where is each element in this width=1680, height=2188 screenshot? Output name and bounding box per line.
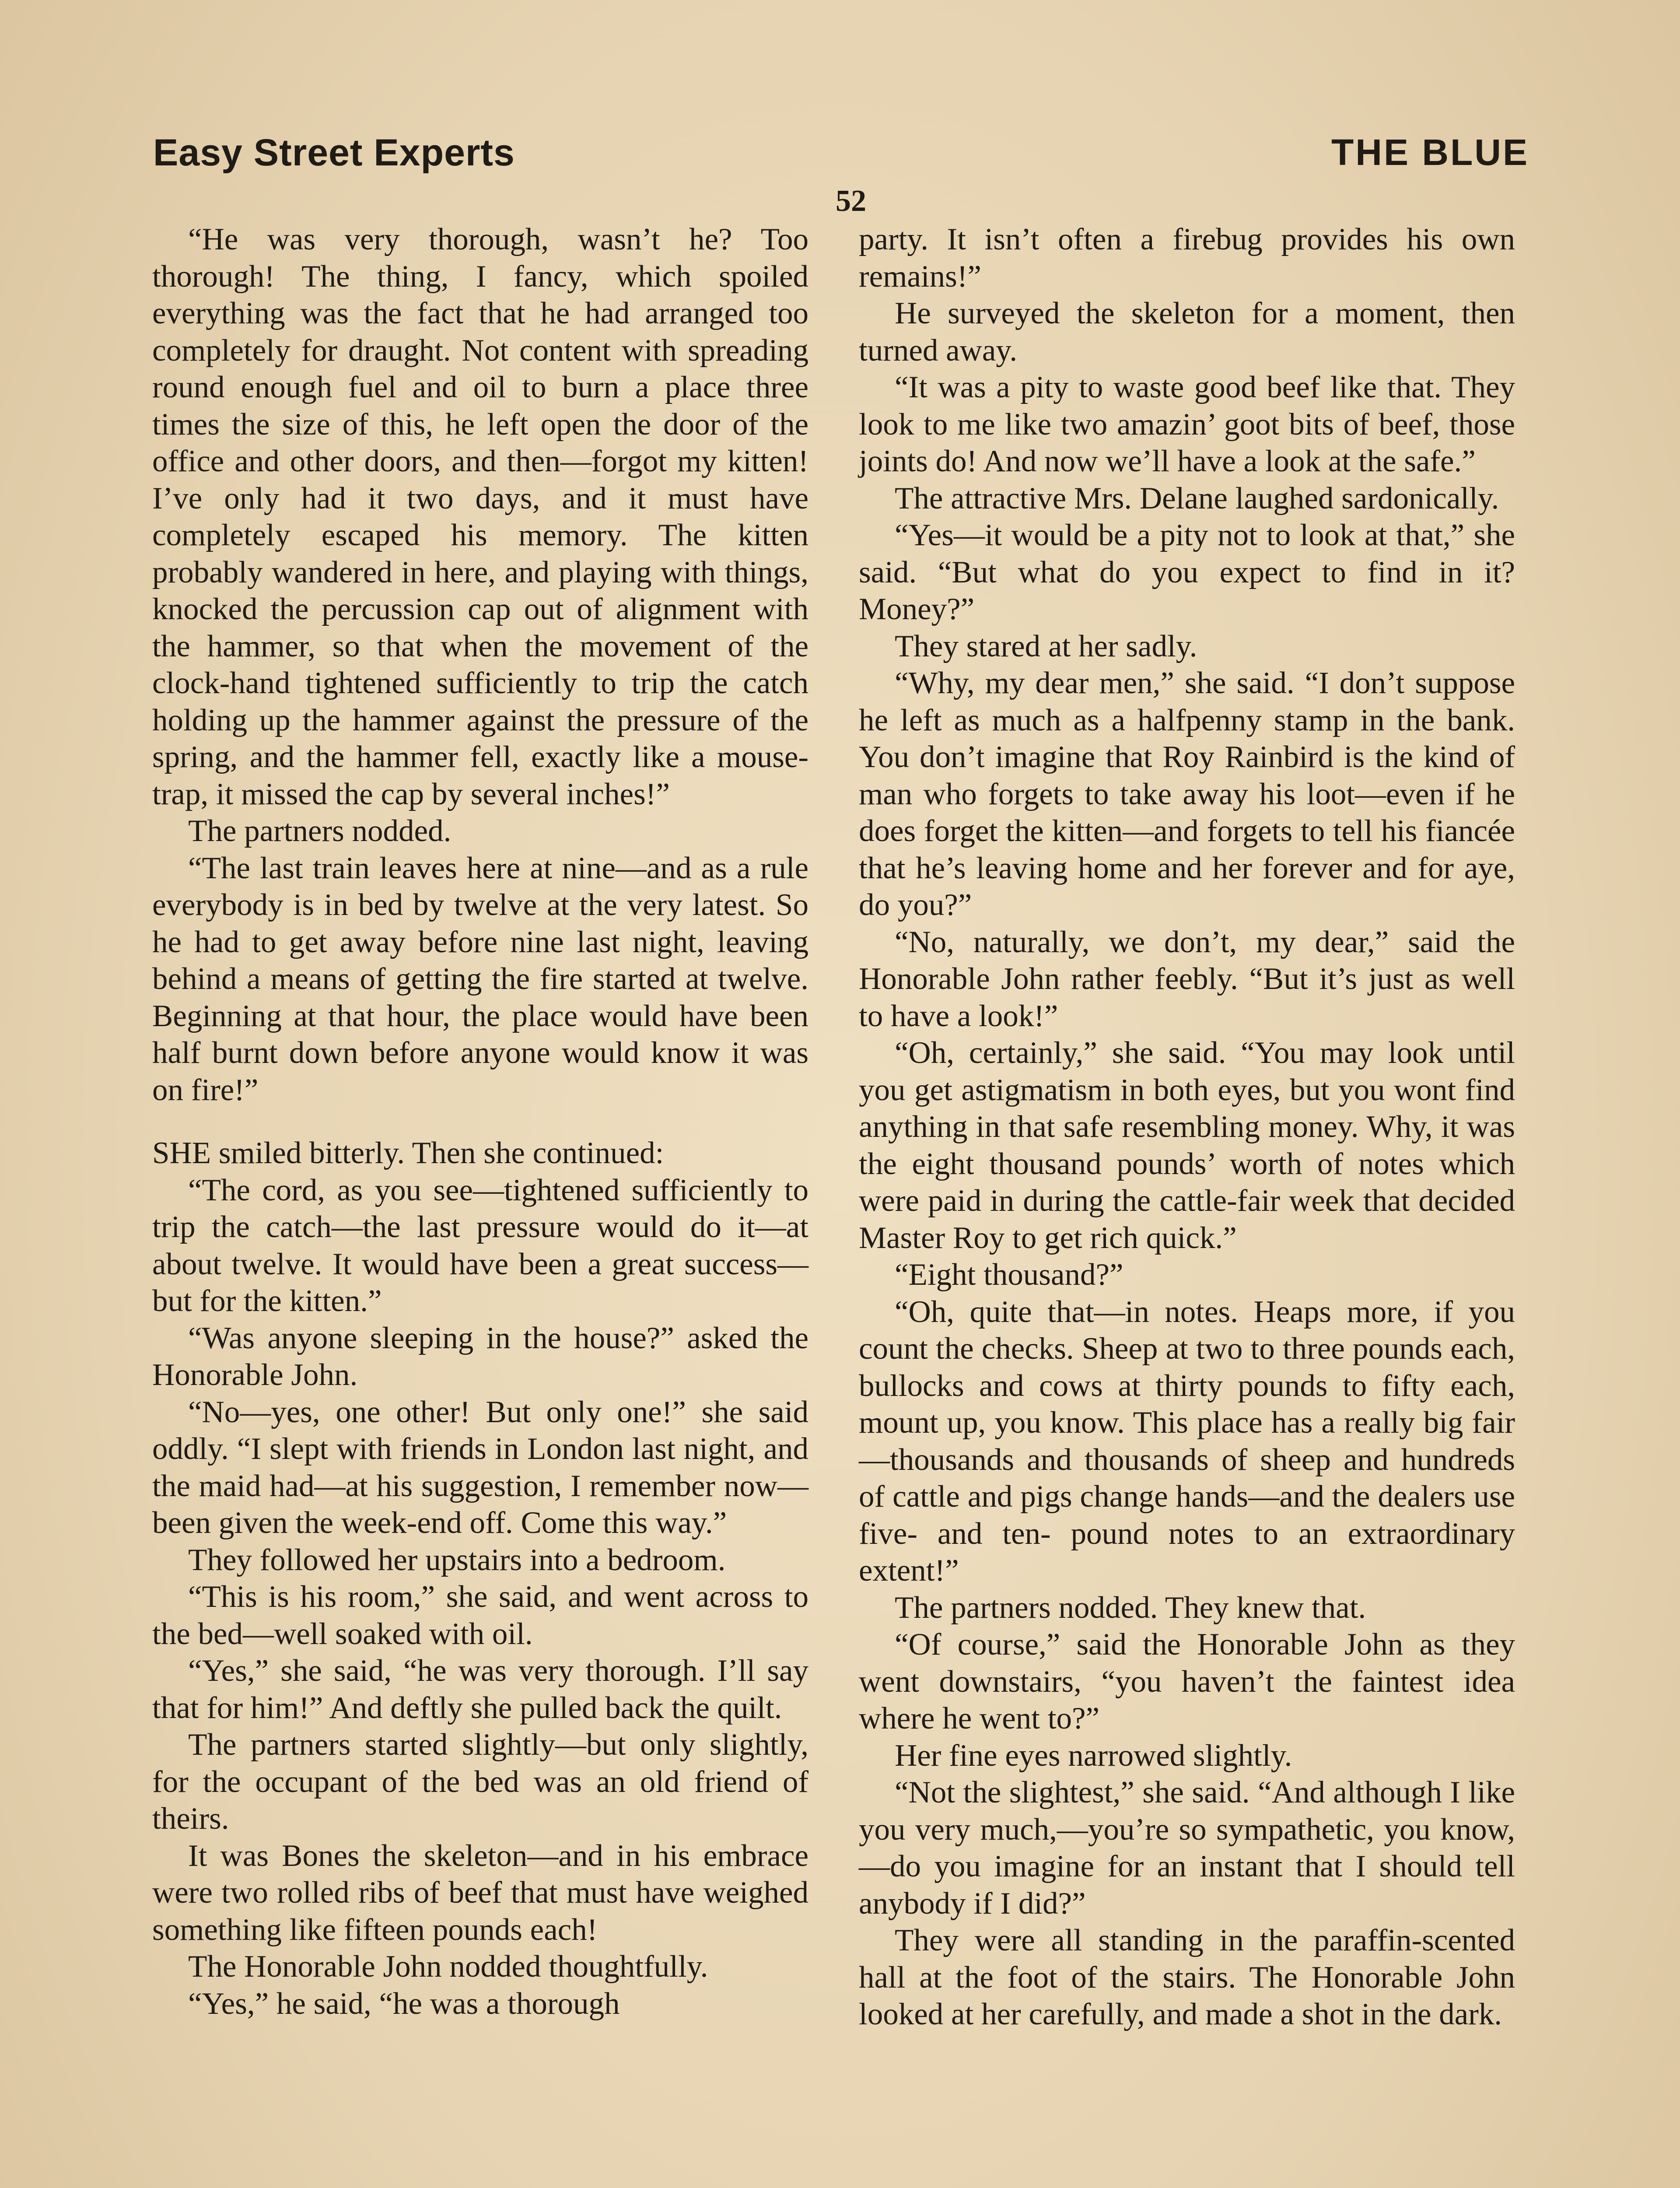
magazine-title-header: THE BLUE <box>1331 132 1529 173</box>
right-column <box>859 221 1515 2033</box>
left-column <box>152 221 808 2022</box>
paragraph: “This is his room,” she said, and went across to the bed—well soaked with oil. <box>152 1580 808 1651</box>
paragraph: “It was a pity to waste good beef like that. They look to me like two amazin’ goot bits of beef, those joints do! And now we’ll have a look at the safe.” <box>859 370 1515 478</box>
paragraph: “Yes—it would be a pity not to look at that,” she said. “But what do you expect to find in it? Money?” <box>859 518 1515 626</box>
paragraph: They followed her upstairs into a bedroom. <box>188 1543 726 1577</box>
paragraph: “Was anyone sleeping in the house?” asked the Honorable John. <box>152 1321 808 1392</box>
paragraph: “Eight thousand?” <box>895 1258 1124 1292</box>
paragraph: It was Bones the skeleton—and in his embrace were two rolled ribs of beef that must have weighed something like fifteen pounds each! <box>152 1838 808 1947</box>
paragraph: “The cord, as you see—tightened sufficiently to trip the catch—the last pressure would do it—at about twelve. It would have been a great success—but for the kitten.” <box>152 1173 808 1318</box>
paragraph: The Honorable John nodded thoughtfully. <box>188 1950 708 1984</box>
paragraph: Her fine eyes narrowed slightly. <box>895 1738 1292 1773</box>
paragraph: They were all standing in the paraffin-scented hall at the foot of the stairs. The Honorable John looked at her carefully, and made a shot in the dark. <box>859 1923 1515 2031</box>
paragraph: The partners nodded. <box>188 814 452 848</box>
paragraph: The partners nodded. They knew that. <box>895 1590 1366 1625</box>
paragraph: “He was very thorough, wasn’t he? Too thorough! The thing, I fancy, which spoiled everything was the fact that he had arranged too completely for draught. Not content with spreading round enough fuel and oil to burn a place three times the size of this, he left open the door of the office and other doors, and then—forgot my kitten! I’ve only had it two days, and it must have completely escaped his memory. The kitten probably wandered in here, and playing with things, knocked the percussion cap out of alignment with the hammer, so that when the movement of the clock-hand tightened sufficiently to trip the catch holding up the hammer against the pressure of the spring, and the hammer fell, exactly like a mouse-trap, it missed the cap by several inches!” <box>152 222 808 811</box>
paragraph: party. It isn’t often a firebug provides his own remains!” <box>859 222 1515 294</box>
paragraph: “Why, my dear men,” she said. “I don’t suppose he left as much as a halfpenny stamp in the bank. You don’t imagine that Roy Rainbird is the kind of man who forgets to take away his loot—even if he does forget the kitten—and forgets to tell his fiancée that he’s leaving home and her forever and for aye, do you?” <box>859 666 1515 922</box>
paragraph: “Yes,” he said, “he was a thorough <box>188 1986 620 2021</box>
paragraph: “Oh, quite that—in notes. Heaps more, if you count the checks. Sheep at two to three pounds each, bullocks and cows at thirty pounds to fifty each, mount up, you know. This place has a really big fair—thousands and thousands of sheep and hundreds of cattle and pigs change hands—and the dealers use five- and ten- pound notes to an extraordinary extent!” <box>859 1294 1515 1588</box>
paragraph: “No, naturally, we don’t, my dear,” said the Honorable John rather feebly. “But it’s just as well to have a look!” <box>859 925 1515 1033</box>
paragraph: The partners started slightly—but only slightly, for the occupant of the bed was an old friend of theirs. <box>152 1728 808 1836</box>
paragraph: He surveyed the skeleton for a moment, then turned away. <box>859 296 1515 368</box>
paragraph: “Oh, certainly,” she said. “You may look until you get astigmatism in both eyes, but you wont find anything in that safe resembling money. Why, it was the eight thousand pounds’ worth of notes which were paid in during the cattle-fair week that decided Master Roy to get rich quick.” <box>859 1036 1515 1255</box>
paragraph: “Yes,” she said, “he was very thorough. I’ll say that for him!” And deftly she pulled back the quilt. <box>152 1654 808 1725</box>
paragraph: “No—yes, one other! But only one!” she said oddly. “I slept with friends in London last night, and the maid had—at his suggestion, I remember now—been given the week-end off. Come this way.” <box>152 1395 808 1540</box>
section-opening-paragraph: SHE smiled bitterly. Then she continued: <box>152 1136 664 1170</box>
paragraph: “Not the slightest,” she said. “And although I like you very much,—you’re so sympathetic, you know,—do you imagine for an instant that I should tell anybody if I did?” <box>859 1775 1515 1921</box>
page-number: 52 <box>836 184 866 218</box>
story-title-header: Easy Street Experts <box>153 132 515 174</box>
paragraph: “Of course,” said the Honorable John as they went downstairs, “you haven’t the faintest idea where he went to?” <box>859 1627 1515 1736</box>
paragraph: They stared at her sadly. <box>895 629 1197 663</box>
paragraph: “The last train leaves here at nine—and as a rule everybody is in bed by twelve at the very latest. So he had to get away before nine last night, leaving behind a means of getting the fire started at twelve. Beginning at that hour, the place would have been half burnt down before anyone would know it was on fire!” <box>152 851 808 1107</box>
paragraph: The attractive Mrs. Delane laughed sardonically. <box>895 481 1499 515</box>
